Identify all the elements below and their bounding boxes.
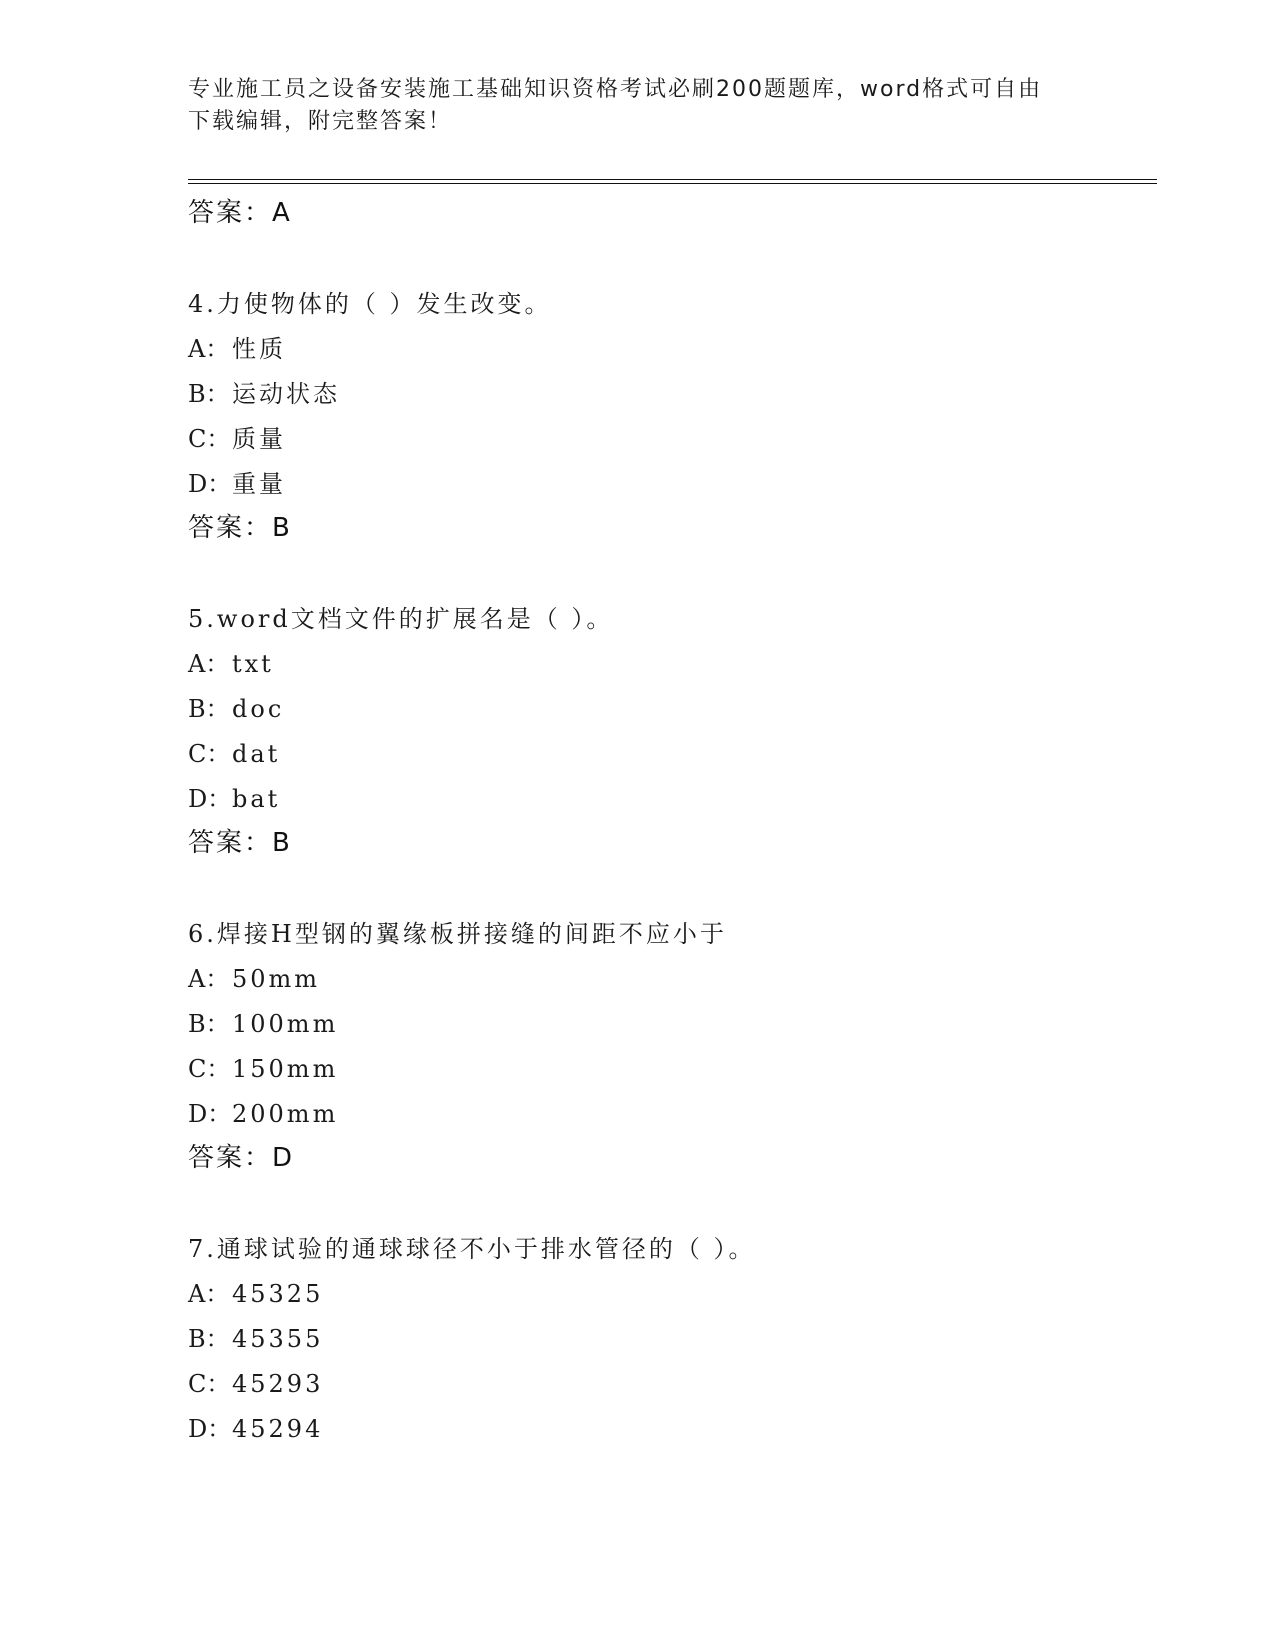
question-6-answer: 答案：D [188,1143,295,1173]
document-header [188,74,1088,138]
question-5-stem: 5.word文档文件的扩展名是（ ）。 [188,605,614,633]
question-7-stem: 7.通球试验的通球球径不小于排水管径的（ ）。 [188,1235,756,1263]
question-6-stem: 6.焊接H型钢的翼缘板拼接缝的间距不应小于 [188,920,727,948]
question-4-option-a: A： 性质 [188,335,286,363]
question-7-option-a: A： 45325 [188,1280,324,1308]
question-4-stem: 4.力使物体的（ ）发生改变。 [188,290,552,318]
header-line-2: 下载编辑，附完整答案！ [188,109,453,134]
question-4-option-c: C：质量 [188,425,286,453]
question-6-option-a: A： 50mm [188,965,321,993]
question-5-option-d: D：bat [188,785,281,813]
question-5-option-c: C：dat [188,740,281,768]
question-4-option-b: B：运动状态 [188,380,340,408]
question-5-option-a: A： txt [188,650,274,678]
header-rule-top [188,179,1157,180]
question-7-option-c: C：45293 [188,1370,324,1398]
header-rule-bottom [188,183,1157,184]
question-4-answer: 答案：B [188,513,292,543]
question-7-option-d: D：45294 [188,1415,324,1443]
question-6-option-b: B：100mm [188,1010,339,1038]
question-5-answer: 答案：B [188,828,292,858]
question-7-option-b: B：45355 [188,1325,324,1353]
header-line-1: 专业施工员之设备安装施工基础知识资格考试必刷200题题库，word格式可自由 [188,77,1043,102]
previous-answer: 答案：A [188,198,292,228]
question-4-option-d: D：重量 [188,470,286,498]
question-6-option-c: C：150mm [188,1055,339,1083]
question-5-option-b: B：doc [188,695,285,723]
question-6-option-d: D：200mm [188,1100,339,1128]
